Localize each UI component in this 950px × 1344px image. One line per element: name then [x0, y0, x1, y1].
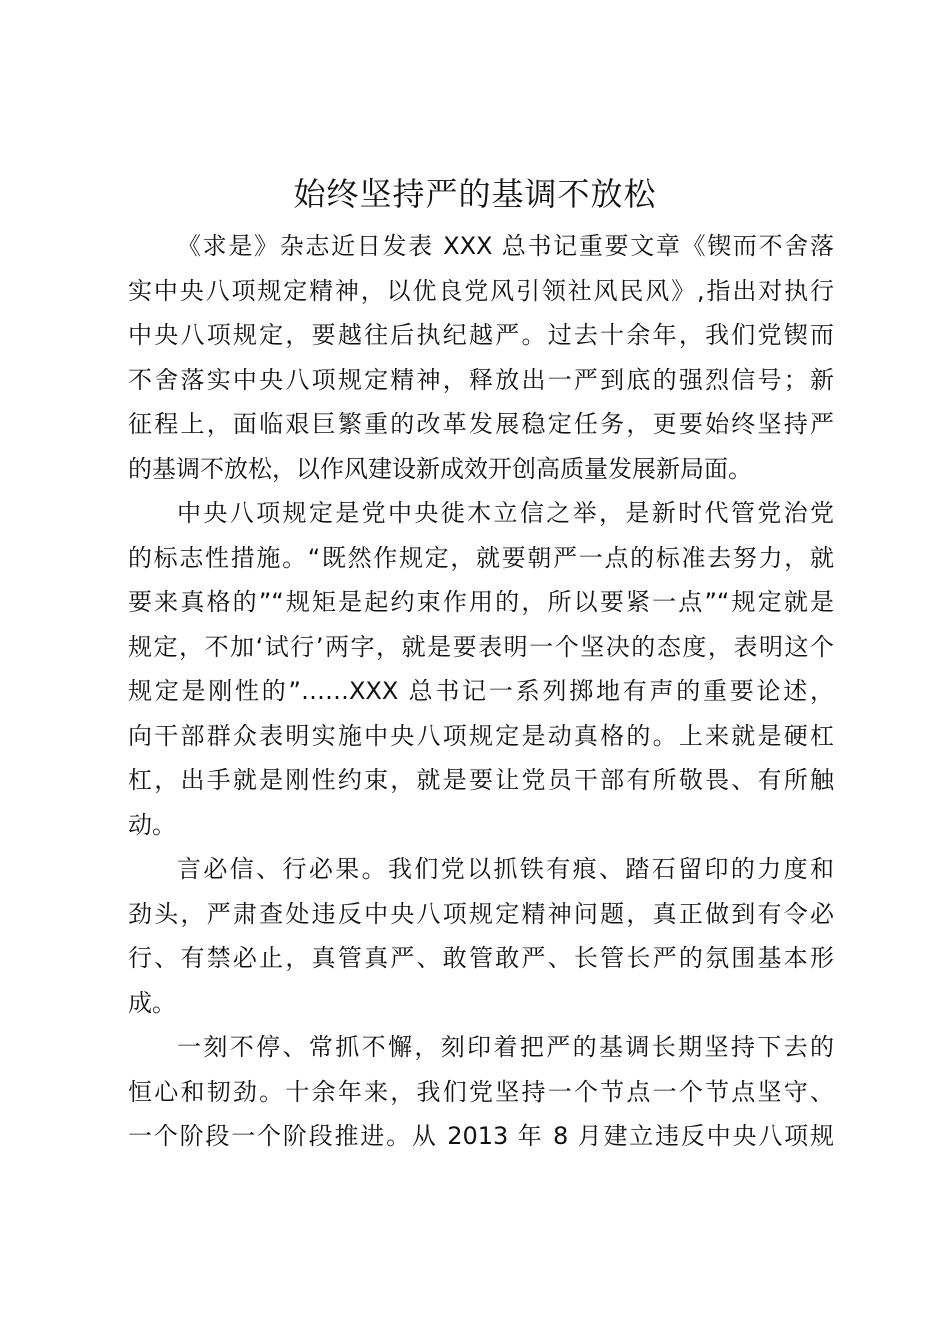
paragraph-2: [128, 491, 834, 847]
text-line: 行、有禁必止，真管真严、敢管敢严、长管长严的氛围基本形: [128, 944, 834, 972]
document-title: 始终坚持严的基调不放松: [293, 175, 657, 213]
paragraph-4: [128, 1025, 834, 1159]
text-line: 一个阶段一个阶段推进。从 2013 年 8 月建立违反中央八项规: [128, 1122, 834, 1150]
paragraph-3: [128, 847, 834, 1025]
text-line: 规定，不加‘试行’两字，就是要表明一个坚决的态度，表明这个: [128, 632, 834, 661]
text-line: 中央八项规定，要越往后执纪越严。过去十余年，我们党锲而: [128, 321, 834, 349]
text-line: 要来真格的”“规矩是起约束作用的，所以要紧一点”“规定就是: [128, 588, 834, 616]
text-line: 言必信、行必果。我们党以抓铁有痕、踏石留印的力度和: [177, 855, 834, 883]
text-line: 征程上，面临艰巨繁重的改革发展稳定任务，更要始终坚持严: [128, 410, 834, 438]
text-line: 不舍落实中央八项规定精神，释放出一严到底的强烈信号；新: [128, 365, 834, 394]
text-line: 的标志性措施。“既然作规定，就要朝严一点的标准去努力，就: [128, 543, 834, 572]
text-line: 劲头，严肃查处违反中央八项规定精神问题，真正做到有令必: [128, 899, 834, 928]
text-line: 动。: [128, 810, 176, 839]
text-line: 《求是》杂志近日发表 XXX 总书记重要文章《锲而不舍落: [177, 232, 834, 260]
document-body: [128, 224, 834, 1159]
text-line: 成。: [128, 988, 176, 1017]
paragraph-1: [128, 224, 834, 491]
text-line: 的基调不放松，以作风建设新成效开创高质量发展新局面。: [128, 454, 752, 483]
text-line: 一刻不停、常抓不懈，刻印着把严的基调长期坚持下去的: [177, 1033, 834, 1061]
text-line: 向干部群众表明实施中央八项规定是动真格的。上来就是硬杠: [128, 721, 834, 750]
text-line: 恒心和韧劲。十余年来，我们党坚持一个节点一个节点坚守、: [128, 1077, 834, 1106]
text-line: 杠，出手就是刚性约束，就是要让党员干部有所敬畏、有所触: [128, 766, 834, 794]
text-line: 中央八项规定是党中央徙木立信之举，是新时代管党治党: [177, 499, 834, 527]
text-line: 规定是刚性的”……XXX 总书记一系列掷地有声的重要论述，: [128, 677, 834, 705]
text-line: 实中央八项规定精神，以优良党风引领社风民风》,指出对执行: [128, 276, 834, 305]
